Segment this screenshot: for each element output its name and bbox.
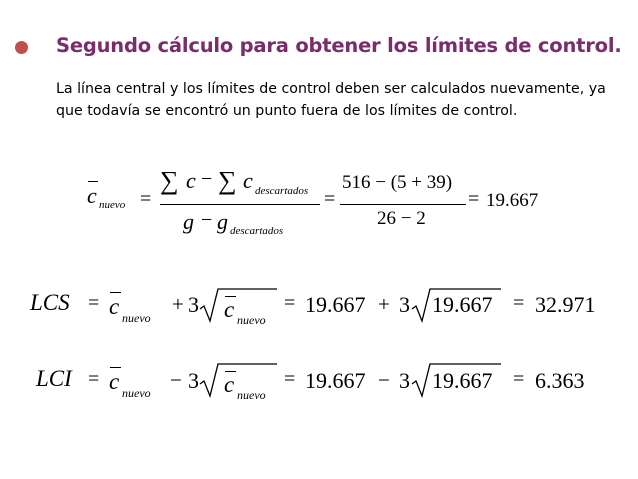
lhs-var: c bbox=[87, 183, 97, 208]
overline bbox=[88, 181, 98, 182]
num-values: 516 − (5 + 39) bbox=[342, 172, 453, 193]
lci-label: LCI bbox=[36, 366, 72, 391]
den-g1: g bbox=[183, 209, 194, 234]
result: 6.363 bbox=[535, 368, 585, 393]
result: 19.667 bbox=[486, 190, 539, 211]
eq: = bbox=[88, 368, 100, 390]
den-g2: g bbox=[217, 209, 228, 234]
root-sub: nuevo bbox=[237, 388, 266, 402]
val1: 19.667 bbox=[305, 368, 366, 393]
root-sub: nuevo bbox=[237, 313, 266, 327]
eq: = bbox=[284, 368, 296, 390]
eq: = bbox=[513, 292, 525, 314]
eq: = bbox=[284, 292, 296, 314]
eq: = bbox=[88, 292, 100, 314]
op: − bbox=[170, 368, 182, 392]
coef: 3 bbox=[188, 368, 199, 393]
lcs-label: LCS bbox=[30, 290, 70, 315]
bullet-dot bbox=[15, 41, 28, 54]
result: 32.971 bbox=[535, 292, 596, 317]
fraction-line-2 bbox=[340, 204, 466, 205]
den-sub: descartados bbox=[230, 225, 284, 237]
den-minus: − bbox=[201, 209, 213, 231]
eq: = bbox=[513, 368, 525, 390]
sub: nuevo bbox=[122, 311, 151, 325]
val1: 19.667 bbox=[305, 292, 366, 317]
overline bbox=[110, 292, 121, 293]
fraction-line bbox=[160, 204, 320, 205]
num-minus: − bbox=[201, 168, 213, 190]
num-sub: descartados bbox=[255, 185, 309, 197]
op2: + bbox=[378, 292, 390, 316]
eq: = bbox=[324, 188, 336, 210]
coef2: 3 bbox=[399, 368, 410, 393]
num-c1: c bbox=[186, 168, 196, 193]
sub: nuevo bbox=[122, 386, 151, 400]
sigma-symbol: ∑ bbox=[160, 166, 179, 195]
op2: − bbox=[378, 368, 390, 392]
root-var: c bbox=[224, 372, 235, 397]
root-val: 19.667 bbox=[432, 368, 493, 393]
eq: = bbox=[468, 188, 480, 210]
root-val: 19.667 bbox=[432, 292, 493, 317]
root-var: c bbox=[224, 297, 235, 322]
lhs-sub: nuevo bbox=[99, 199, 126, 211]
eq: = bbox=[140, 188, 152, 210]
num-c2: c bbox=[243, 168, 253, 193]
slide-paragraph: La línea central y los límites de control deben ser calculados nuevamente, ya que todavía se encontró un punto fuera de los límites de control. bbox=[56, 81, 606, 119]
slide-heading: Segundo cálculo para obtener los límites de control. bbox=[56, 34, 622, 57]
overline bbox=[110, 367, 121, 368]
den-values: 26 − 2 bbox=[377, 208, 426, 229]
var: c bbox=[109, 369, 120, 394]
op: + bbox=[172, 292, 184, 316]
sigma-symbol-2: ∑ bbox=[218, 166, 237, 195]
var: c bbox=[109, 294, 120, 319]
coef: 3 bbox=[188, 292, 199, 317]
coef2: 3 bbox=[399, 292, 410, 317]
